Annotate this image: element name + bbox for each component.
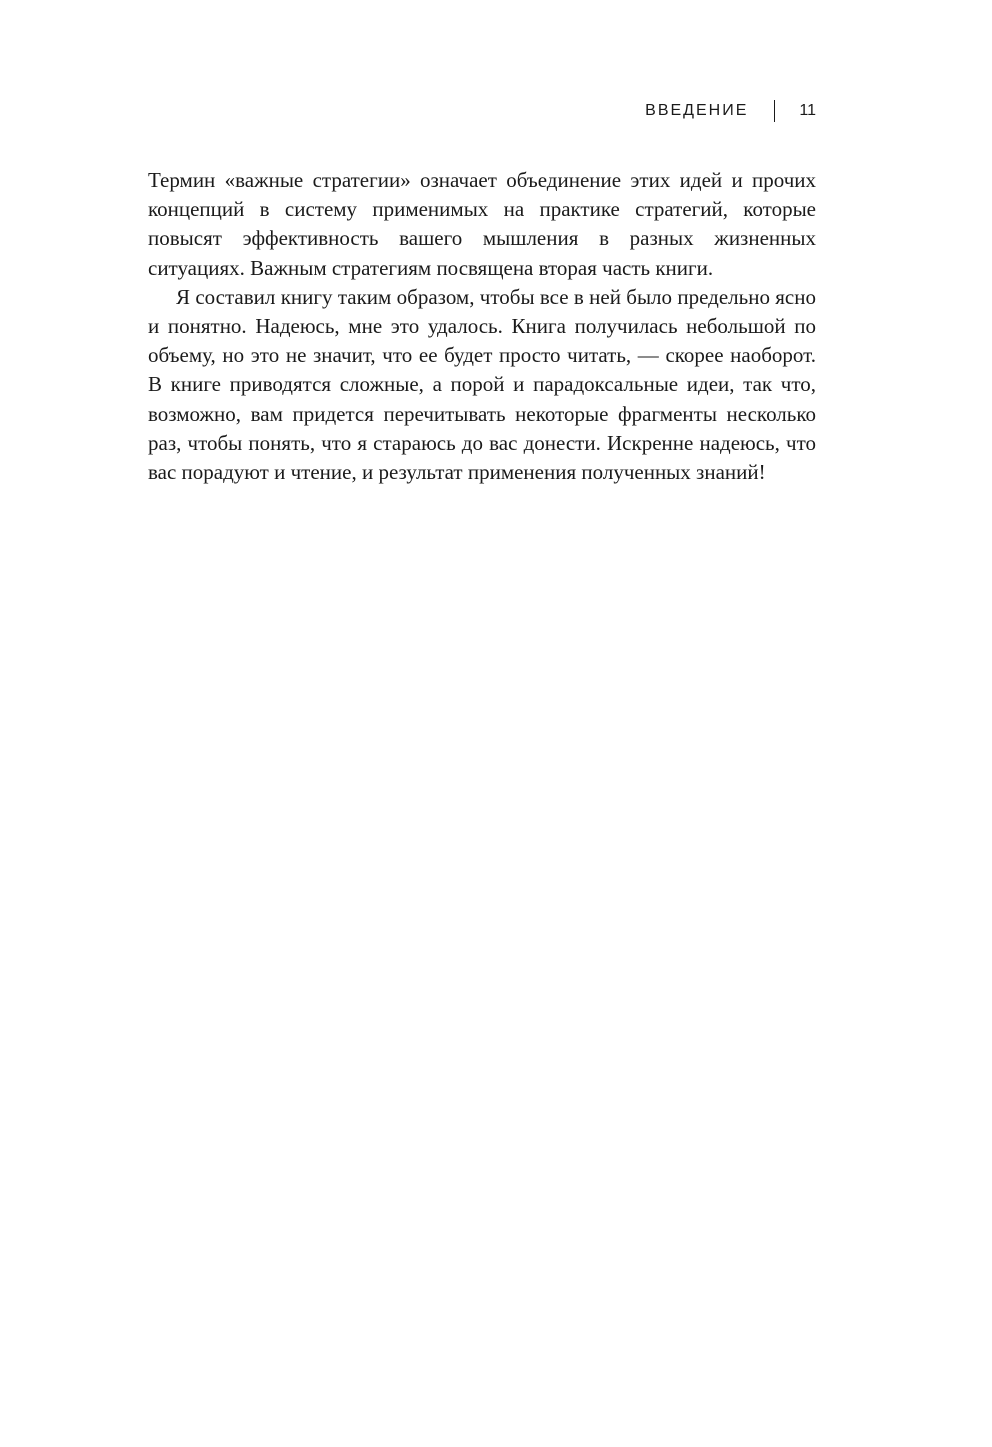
page-number: 11	[799, 102, 816, 119]
paragraph-1: Термин «важные стратегии» означает объединение этих идей и прочих концепций в систему применимых на практике стратегий, которые повысят эффективность вашего мышления в разных жизненных ситуациях. Важным стратегиям посвящена вторая часть книги.	[148, 168, 816, 280]
section-title: ВВЕДЕНИЕ	[645, 102, 749, 119]
header-divider	[774, 100, 775, 122]
running-header	[645, 100, 816, 122]
body-text	[148, 166, 816, 487]
paragraph-2: Я составил книгу таким образом, чтобы все в ней было предельно ясно и понятно. Надеюсь, мне это удалось. Книга получилась небольшой по объему, но это не значит, что ее будет просто читать, — скорее наоборот. В книге приводятся сложные, а порой и парадоксальные идеи, так что, возможно, вам придется перечитывать некоторые фрагменты несколько раз, чтобы понять, что я стараюсь до вас донести. Искренне надеюсь, что вас порадуют и чтение, и результат применения полученных знаний!	[148, 284, 816, 485]
